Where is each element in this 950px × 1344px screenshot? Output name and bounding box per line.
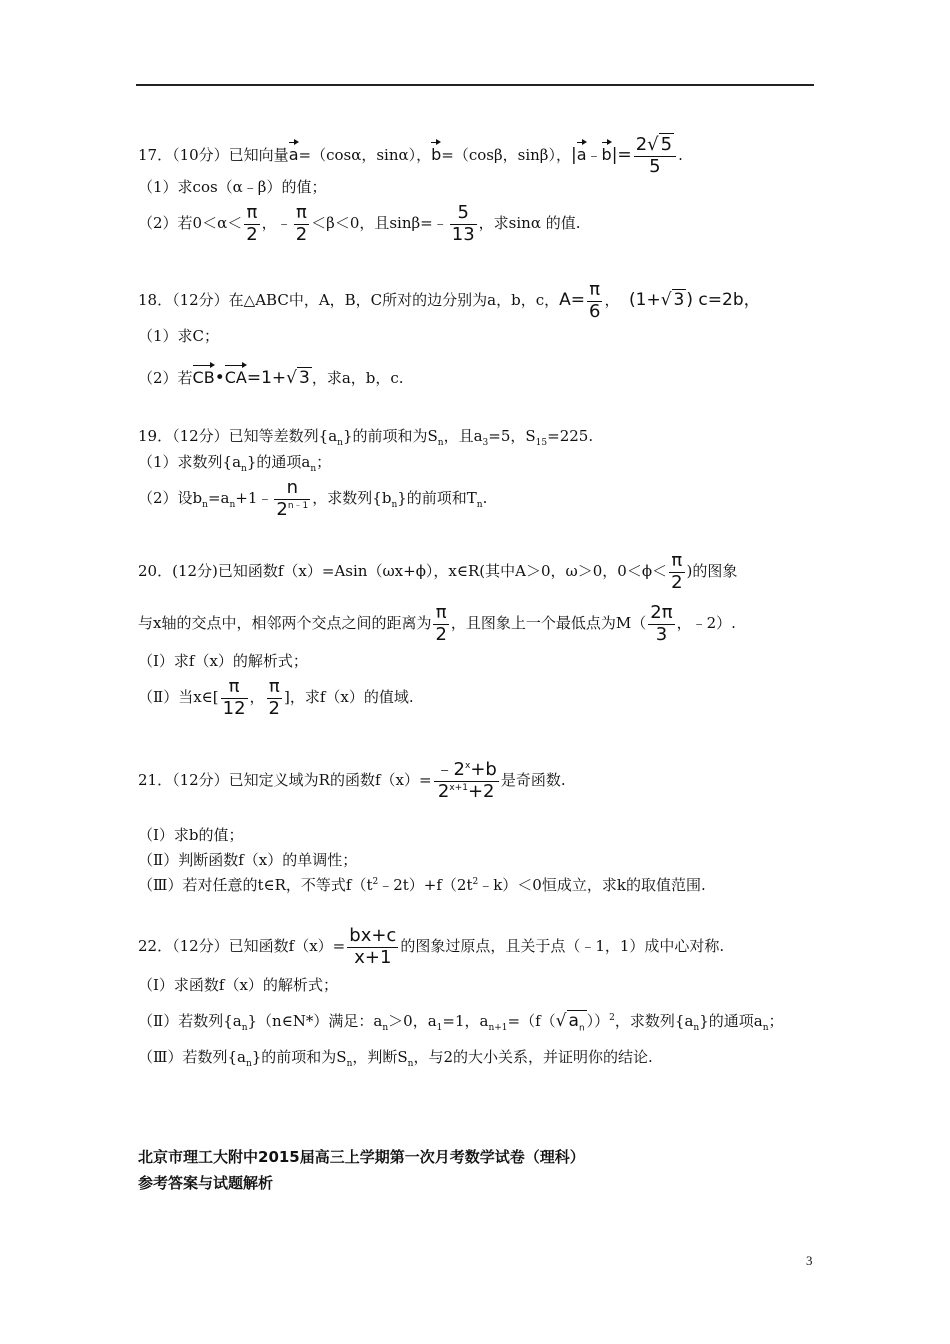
period: . xyxy=(678,146,683,165)
vector-b: b xyxy=(431,139,441,164)
q20-part2: （Ⅱ）当x∈[ $\frac{\pi}{12}$ ， $\frac{\pi}{2}$ ]，求f（x）的值域. xyxy=(138,676,414,719)
q20-part1: （Ⅰ）求f（x）的解析式； xyxy=(138,652,308,670)
fraction-odd-function: $\frac{﹣2^x+b}{2^{x+1}+2}$ xyxy=(435,759,497,802)
fraction-2sqrt5-over-5: $\frac{2√ 5}{5}$ xyxy=(634,135,676,177)
q22-part2: （Ⅱ）若数列$\{a_n\}(n\in N*)$满足：$a_n>0$，$a_1=1$，$a_{n+1}=(f(√$ $a_n$ ））$^2$，求数列$\{a_n\}$的通项$a_n$； xyxy=(138,1011,784,1034)
fraction-pi-over-2: $\frac{\pi}{2}$ xyxy=(246,202,258,245)
q21-part1: （Ⅰ）求b的值； xyxy=(138,826,244,844)
q18-part2: （2）若CB•CA=1+√ 3 ，求a，b，c. xyxy=(138,362,404,388)
vector-ca: CA xyxy=(225,362,247,387)
q22-part1: （Ⅰ）求函数f（x）的解析式； xyxy=(138,976,338,994)
q21-part3: （Ⅲ）若对任意的t∈R，不等式$f(t^2﹣2t)+f(2t^2﹣k)<0$恒成立，求k的取值范围. xyxy=(138,876,706,894)
q19-part1: （1）求数列$\{a_n\}$的通项$a_n$； xyxy=(138,453,332,474)
minus-sign: ﹣ xyxy=(586,146,602,165)
q20-line2: 与x轴的交点中，相邻两个交点之间的距离为 $\frac{\pi}{2}$ ，且图象上一个最低点为M（ $\frac{2\pi}{3}$ ，﹣2）. xyxy=(138,602,736,645)
fraction-bxc-over-x1: $\frac{bx+c}{x+1}$ xyxy=(349,925,397,968)
fraction-5-over-13: $\frac{5}{13}$ xyxy=(451,202,475,245)
vector-a: a xyxy=(289,139,299,164)
fraction-pi-over-2: $\frac{\pi}{2}$ xyxy=(435,602,447,645)
fraction-n-over-2pow: $\frac{n}{2^{n﹣1}}$ xyxy=(276,477,309,520)
fraction-pi-over-2: $\frac{\pi}{2}$ xyxy=(268,676,280,719)
q17-part2: （2）若0＜α＜ $\frac{\pi}{2}$ ，﹣ $\frac{\pi}{2}$ ＜β＜0，且sinβ=﹣ $\frac{5}{13}$ ，求sinα 的值. xyxy=(138,202,581,245)
q19-stem: 19．（12分）已知等差数列$\{a_n\}$的前项和为$S_n$，且$a_3=5$，$S_{15}=225$. xyxy=(138,427,594,448)
fraction-pi-over-2: $\frac{\pi}{2}$ xyxy=(295,202,308,245)
fraction-pi-over-12: $\frac{\pi}{12}$ xyxy=(222,676,246,719)
abs-bar: | xyxy=(570,145,577,166)
q17-text: =（cosα，sinα）， xyxy=(298,146,432,165)
q19-part2: （2）设$b_n=a_n+1﹣$ $\frac{n}{2^{n﹣1}}$ ，求数列$\{b_n\}$的前项和$T_n$. xyxy=(138,477,488,520)
vector-cb: CB xyxy=(193,362,215,387)
q17-stem xyxy=(138,135,683,177)
q17-part1: （1）求cos（α﹣β）的值； xyxy=(138,178,327,196)
vector-b: b xyxy=(602,139,612,164)
answer-section-title: 北京市理工大附中2015届高三上学期第一次月考数学试卷（理科） xyxy=(138,1148,585,1166)
fraction-2pi-over-3: $\frac{2\pi}{3}$ xyxy=(650,602,673,645)
q21-stem: 21．（12分）已知定义域为R的函数f（x）= $\frac{﹣2^x+b}{2^{x+1}+2}$ 是奇函数. xyxy=(138,759,566,802)
abs-bar: |= xyxy=(611,145,632,166)
sqrt-an: √ $a_n$ xyxy=(555,1011,585,1034)
fraction-pi-over-6: $\frac{\pi}{6}$ xyxy=(588,279,601,322)
q21-part2: （Ⅱ）判断函数f（x）的单调性； xyxy=(138,851,358,869)
q17-text: =（cosβ，sinβ）， xyxy=(441,146,571,165)
vector-a: a xyxy=(577,139,587,164)
fraction-pi-over-2: $\frac{\pi}{2}$ xyxy=(671,550,683,593)
q17-text: 17．（10分）已知向量 xyxy=(138,146,289,165)
q18-stem: 18．（12分）在△ABC中，A，B，C所对的边分别为a，b，c，A= $\frac{\pi}{6}$ ， (1+√ 3 ) c=2b， xyxy=(138,279,761,322)
page-number: 3 xyxy=(806,1253,813,1268)
answer-section-subtitle: 参考答案与试题解析 xyxy=(138,1174,274,1192)
q22-stem: 22．（12分）已知函数f（x）= $\frac{bx+c}{x+1}$ 的图象过原点，且关于点（﹣1，1）成中心对称. xyxy=(138,925,725,968)
q22-part3: （Ⅲ）若数列$\{a_n\}$的前项和为$S_n$，判断$S_n$，与2的大小关系，并证明你的结论. xyxy=(138,1048,653,1069)
header-rule xyxy=(136,84,814,86)
q18-part1: （1）求C； xyxy=(138,327,220,345)
q20-line1: 20．(12分)已知函数f（x）=Asin（ωx+ϕ），x∈R(其中A＞0，ω＞0，0＜ϕ＜ $\frac{\pi}{2}$ )的图象 xyxy=(138,550,738,593)
